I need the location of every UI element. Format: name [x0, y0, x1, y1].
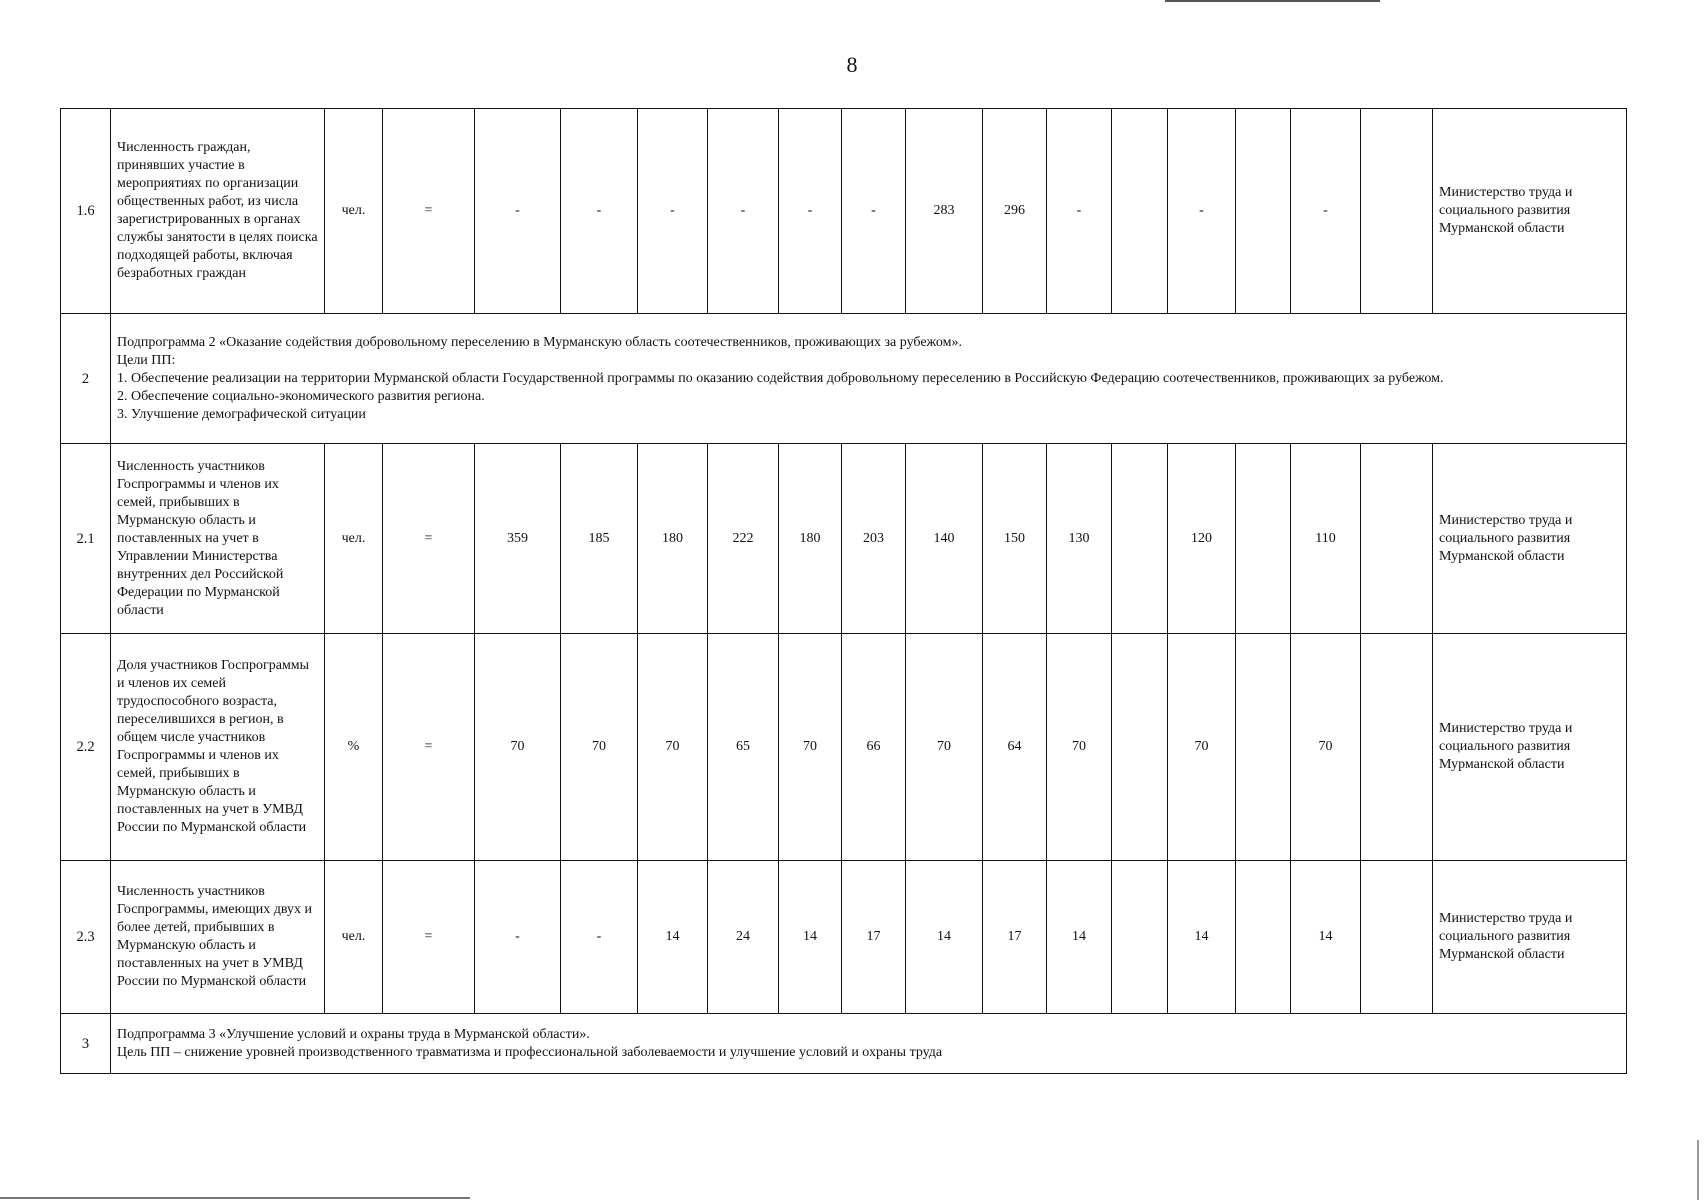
section-line: 2. Обеспечение социально-экономического развития региона.: [117, 388, 485, 404]
scan-artifact-top: [1165, 0, 1380, 2]
value-cell: 185: [561, 444, 638, 634]
value-cell: [1236, 444, 1291, 634]
value-cell: 140: [906, 444, 983, 634]
trend-cell: =: [383, 634, 475, 861]
indicator-name: Численность участников Госпрограммы, имеющих двух и более детей, прибывших в Мурманскую область и поставленных на учет в УМВД России по Мурманской области: [111, 861, 325, 1014]
value-cell: 70: [779, 634, 842, 861]
row-number: 2.3: [61, 861, 111, 1014]
responsible-cell: Министерство труда и социального развития Мурманской области: [1433, 861, 1627, 1014]
section-description: [111, 1014, 1627, 1074]
value-cell: 203: [842, 444, 906, 634]
value-cell: 14: [779, 861, 842, 1014]
value-cell: [1112, 109, 1168, 314]
section-line: Цель ПП – снижение уровней производственного травматизма и профессиональной заболеваемости и улучшение условий и охраны труда: [117, 1044, 943, 1060]
indicators-table: [60, 108, 1627, 1074]
value-cell: [1361, 634, 1433, 861]
scan-artifact-right: [1697, 1140, 1699, 1200]
value-cell: 17: [842, 861, 906, 1014]
value-cell: [1361, 444, 1433, 634]
value-cell: -: [779, 109, 842, 314]
section-line: 3. Улучшение демографической ситуации: [117, 406, 366, 422]
value-cell: [1112, 444, 1168, 634]
value-cell: 120: [1168, 444, 1236, 634]
value-cell: [1112, 861, 1168, 1014]
value-cell: -: [561, 861, 638, 1014]
responsible-cell: Министерство труда и социального развития Мурманской области: [1433, 634, 1627, 861]
value-cell: 70: [1168, 634, 1236, 861]
value-cell: -: [475, 109, 561, 314]
value-cell: [1236, 109, 1291, 314]
indicator-name: Численность граждан, принявших участие в мероприятиях по организации общественных работ, из числа зарегистрированных в органах службы занятости в целях поиска подходящей работы, включая безработных граждан: [111, 109, 325, 314]
value-cell: 180: [779, 444, 842, 634]
table-row: [61, 861, 1627, 1014]
section-description: [111, 314, 1627, 444]
value-cell: 130: [1047, 444, 1112, 634]
value-cell: 296: [983, 109, 1047, 314]
value-cell: -: [561, 109, 638, 314]
page-number: 8: [846, 52, 858, 77]
value-cell: 70: [1291, 634, 1361, 861]
value-cell: 14: [638, 861, 708, 1014]
value-cell: 64: [983, 634, 1047, 861]
indicator-name: Численность участников Госпрограммы и членов их семей, прибывших в Мурманскую область и поставленных на учет в Управлении Министерства внутренних дел Российской Федерации по Мурманской области: [111, 444, 325, 634]
value-cell: [1361, 109, 1433, 314]
value-cell: 359: [475, 444, 561, 634]
trend-cell: =: [383, 861, 475, 1014]
table-row: [61, 444, 1627, 634]
value-cell: -: [475, 861, 561, 1014]
value-cell: 70: [638, 634, 708, 861]
value-cell: 180: [638, 444, 708, 634]
value-cell: 70: [906, 634, 983, 861]
value-cell: 110: [1291, 444, 1361, 634]
table-row: [61, 634, 1627, 861]
responsible-cell: Министерство труда и социального развития Мурманской области: [1433, 109, 1627, 314]
row-number: 3: [61, 1014, 111, 1074]
unit-cell: чел.: [325, 109, 383, 314]
section-line: 1. Обеспечение реализации на территории Мурманской области Государственной программы по оказанию содействия добровольному переселению в Российскую Федерацию соотечественников, проживающих за рубежом.: [117, 370, 1444, 386]
table-body: [61, 109, 1627, 1074]
value-cell: 14: [1291, 861, 1361, 1014]
value-cell: -: [842, 109, 906, 314]
row-number: 2.2: [61, 634, 111, 861]
value-cell: 150: [983, 444, 1047, 634]
value-cell: 24: [708, 861, 779, 1014]
value-cell: -: [1047, 109, 1112, 314]
value-cell: 14: [1168, 861, 1236, 1014]
scan-artifact-bottom: [0, 1197, 470, 1199]
value-cell: 14: [906, 861, 983, 1014]
value-cell: [1361, 861, 1433, 1014]
value-cell: -: [1291, 109, 1361, 314]
value-cell: 70: [475, 634, 561, 861]
section-row: [61, 314, 1627, 444]
table-row: [61, 109, 1627, 314]
section-row: [61, 1014, 1627, 1074]
value-cell: 70: [1047, 634, 1112, 861]
value-cell: 17: [983, 861, 1047, 1014]
row-number: 2.1: [61, 444, 111, 634]
value-cell: 65: [708, 634, 779, 861]
value-cell: 70: [561, 634, 638, 861]
trend-cell: =: [383, 109, 475, 314]
indicator-name: Доля участников Госпрограммы и членов их семей трудоспособного возраста, переселившихся в регион, в общем числе участников Госпрограммы и членов их семей, прибывших в Мурманскую область и поставленных на учет в УМВД России по Мурманской области: [111, 634, 325, 861]
row-number: 1.6: [61, 109, 111, 314]
trend-cell: =: [383, 444, 475, 634]
value-cell: [1236, 861, 1291, 1014]
value-cell: -: [1168, 109, 1236, 314]
value-cell: 14: [1047, 861, 1112, 1014]
section-line: Подпрограмма 2 «Оказание содействия добровольному переселению в Мурманскую область соотечественников, проживающих за рубежом».: [117, 334, 962, 350]
section-line: Подпрограмма 3 «Улучшение условий и охраны труда в Мурманской области».: [117, 1026, 590, 1042]
value-cell: -: [638, 109, 708, 314]
value-cell: 66: [842, 634, 906, 861]
value-cell: 283: [906, 109, 983, 314]
unit-cell: %: [325, 634, 383, 861]
row-number: 2: [61, 314, 111, 444]
value-cell: [1112, 634, 1168, 861]
unit-cell: чел.: [325, 444, 383, 634]
responsible-cell: Министерство труда и социального развития Мурманской области: [1433, 444, 1627, 634]
value-cell: [1236, 634, 1291, 861]
value-cell: 222: [708, 444, 779, 634]
unit-cell: чел.: [325, 861, 383, 1014]
section-line: Цели ПП:: [117, 352, 176, 368]
value-cell: -: [708, 109, 779, 314]
